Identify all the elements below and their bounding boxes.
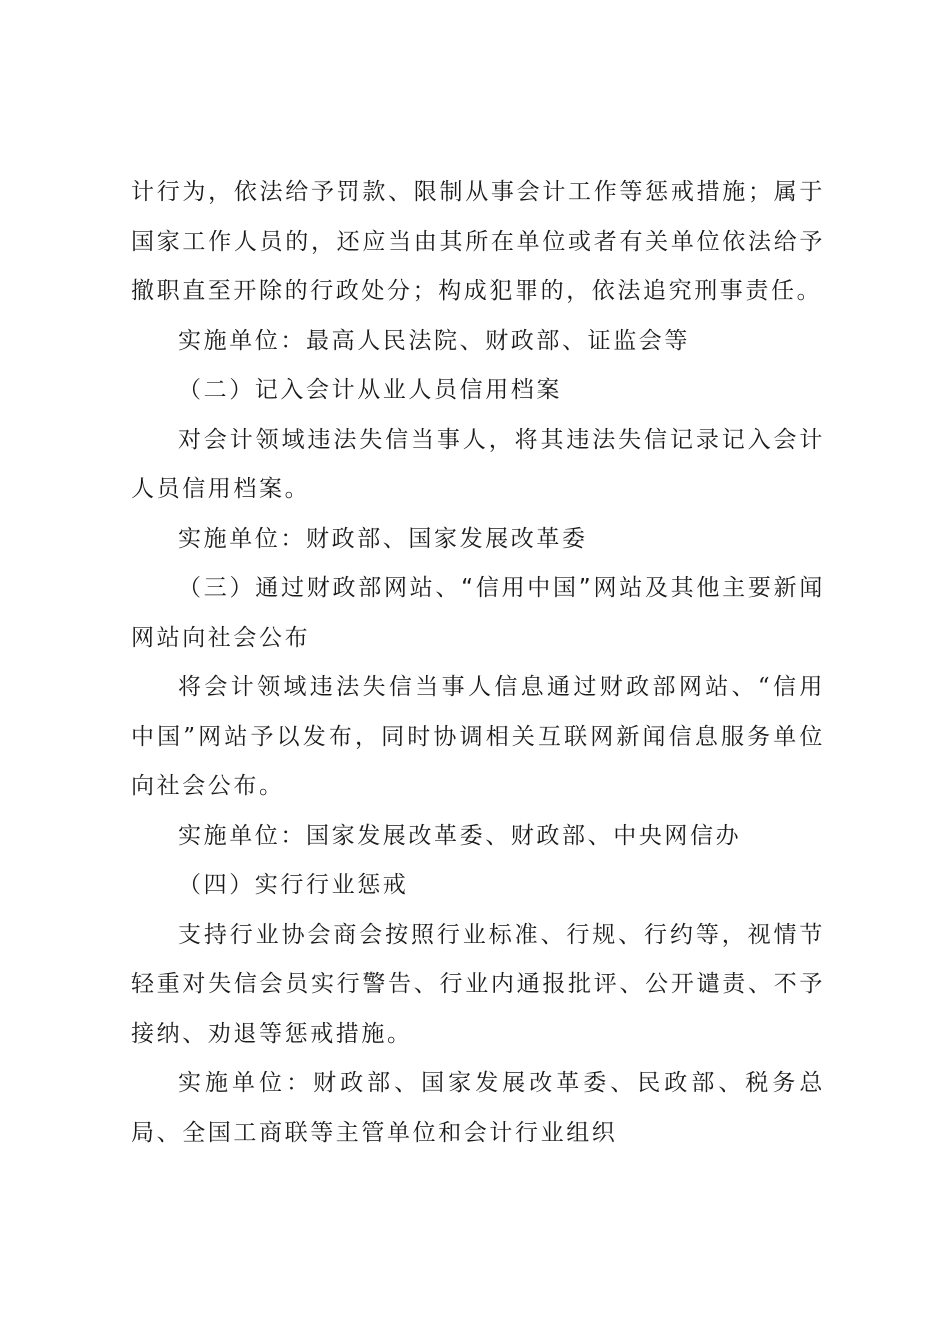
section-heading-3: （三）通过财政部网站、“信用中国”网站及其他主要新闻网站向社会公布 <box>131 575 825 651</box>
paragraph-credit-archive: 对会计领域违法失信当事人，将其违法失信记录记入会计人员信用档案。 <box>131 426 825 502</box>
section-heading-2: （二）记入会计从业人员信用档案 <box>178 377 562 403</box>
document-body <box>131 168 825 1158</box>
section-heading-4: （四）实行行业惩戒 <box>178 872 409 898</box>
paragraph-continuation: 计行为，依法给予罚款、限制从事会计工作等惩戒措施；属于国家工作人员的，还应当由其所在单位或者有关单位依法给予撤职直至开除的行政处分；构成犯罪的，依法追究刑事责任。 <box>131 179 825 304</box>
paragraph-industry-discipline: 支持行业协会商会按照行业标准、行规、行约等，视情节轻重对失信会员实行警告、行业内通报批评、公开谴责、不予接纳、劝退等惩戒措施。 <box>131 921 825 1047</box>
implementing-units-2: 实施单位：财政部、国家发展改革委 <box>178 525 588 552</box>
paragraph-publish: 将会计领域违法失信当事人信息通过财政部网站、“信用中国”网站予以发布，同时协调相关互联网新闻信息服务单位向社会公布。 <box>131 674 825 799</box>
implementing-units-1: 实施单位：最高人民法院、财政部、证监会等 <box>178 327 690 354</box>
implementing-units-4: 实施单位：财政部、国家发展改革委、民政部、税务总局、全国工商联等主管单位和会计行业组织 <box>131 1070 825 1146</box>
implementing-units-3: 实施单位：国家发展改革委、财政部、中央网信办 <box>178 822 742 849</box>
